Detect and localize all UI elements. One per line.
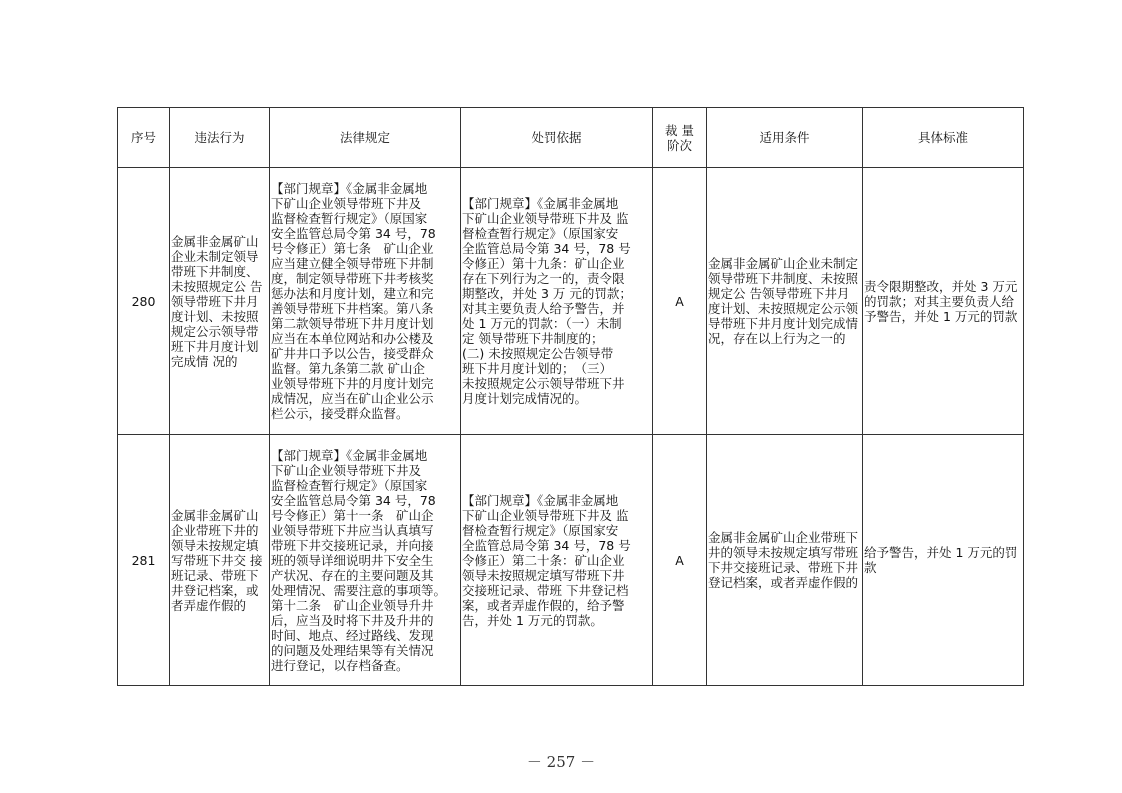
text-line: 定 领导带班下井制度的；	[462, 331, 604, 346]
text-line: 号令修正）第十一条 矿山企	[271, 507, 434, 523]
text-line: 下矿山企业领导带班下井及 监	[462, 211, 629, 226]
text-line: 矿井井口予以公告，接受群众	[271, 346, 434, 361]
text-line: 存在下列行为之一的，责令限	[462, 271, 625, 286]
table-row	[118, 435, 1024, 686]
text-line: (二) 未按照规定公告领导带	[462, 346, 614, 361]
text-line: 处理情况、需要注意的事项等。	[271, 582, 447, 598]
text-line: 第十二条 矿山企业领导升井	[271, 597, 434, 613]
text-line: 应当建立健全领导带班下井制	[271, 256, 434, 271]
header-level-line1: 裁 量	[665, 122, 694, 138]
text-line: 监督检查暂行规定》（原国家	[271, 211, 428, 226]
row-seq: 281	[118, 435, 170, 686]
text-line: 进行登记，以存档备查。	[271, 657, 409, 673]
text-line: 班下井月度计划的； （三）	[462, 361, 613, 376]
text-line: 班的领导详细说明井下安全生	[271, 552, 434, 568]
header-standard: 具体标准	[863, 108, 1024, 168]
header-level	[653, 108, 707, 168]
text-line: 监督。第九条第二款 矿山企	[271, 361, 425, 376]
table-row	[118, 168, 1024, 435]
text-line: 【部门规章】《金属非金属地	[271, 181, 428, 196]
text-line: 【部门规章】《金属非金属地	[462, 492, 619, 508]
text-line: 处 1 万元的罚款：（一）未制	[462, 316, 622, 331]
row-level: A	[653, 168, 707, 435]
text-line: 第二款领导带班下井月度计划	[271, 316, 434, 331]
text-line: 的问题及处理结果等有关情况	[271, 642, 434, 658]
text-line: 下矿山企业领导带班下井及 监	[462, 507, 629, 523]
row-basis	[461, 435, 653, 686]
page-number: － 257 －	[526, 753, 596, 771]
row-level: A	[653, 435, 707, 686]
row-basis	[461, 168, 653, 435]
text-line: 下矿山企业领导带班下井及	[271, 196, 422, 211]
row-condition: 金属非金属矿山企业未制定领导带班下井制度、未按照规定公 告领导带班下井月度计划、未按照规定公示领导带班下井月度计划完成情况，存在以上行为之一的	[707, 168, 863, 435]
text-line: 【部门规章】《金属非金属地	[462, 196, 619, 211]
header-seq: 序号	[118, 108, 170, 168]
header-law: 法律规定	[270, 108, 461, 168]
text-line: 监督检查暂行规定》（原国家	[271, 477, 428, 493]
text-line: 时间、地点、经过路线、发现	[271, 627, 434, 643]
text-line: 案，或者弄虚作假的，给予警	[462, 597, 625, 613]
regulation-table	[117, 107, 1024, 686]
text-line: 业领导带班下井的月度计划完	[271, 376, 434, 391]
text-line: 下矿山企业领导带班下井及	[271, 462, 422, 478]
text-line: 领导未按照规定填写带班下井	[462, 567, 625, 583]
text-line: 未按照规定公示领导带班下井	[462, 376, 625, 391]
text-line: 全监管总局令第 34 号，78 号	[462, 241, 631, 256]
header-behavior: 违法行为	[170, 108, 270, 168]
row-condition: 金属非金属矿山企业带班下井的领导未按规定填写带班下井交接班记录、带班下井登记档案，或者弄虚作假的	[707, 435, 863, 686]
text-line: 产状况、存在的主要问题及其	[271, 567, 434, 583]
text-line: 令修正）第十九条：矿山企业	[462, 256, 625, 271]
text-line: 对其主要负责人给予警告，并	[462, 301, 625, 316]
text-line: 栏公示，接受群众监督。	[271, 406, 409, 421]
row-standard: 责令限期整改，并处 3 万元的罚款；对其主要负责人给予警告，并处 1 万元的罚款	[863, 168, 1024, 435]
text-line: 惩办法和月度计划，建立和完	[271, 286, 434, 301]
header-condition: 适用条件	[707, 108, 863, 168]
text-line: 【部门规章】《金属非金属地	[271, 447, 428, 463]
text-line: 应当在本单位网站和办公楼及	[271, 331, 434, 346]
row-law	[270, 168, 461, 435]
row-law	[270, 435, 461, 686]
text-line: 成情况，应当在矿山企业公示	[271, 391, 434, 406]
text-line: 带班下井交接班记录，并向接	[271, 537, 434, 553]
header-basis: 处罚依据	[461, 108, 653, 168]
text-line: 号令修正）第七条 矿山企业	[271, 241, 434, 256]
text-line: 督检查暂行规定》（原国家安	[462, 522, 619, 538]
row-behavior: 金属非金属矿山企业未制定领导带班下井制度、未按照规定公 告领导带班下井月度计划、未按照规定公示领导带班下井月度计划完成情 况的	[170, 168, 270, 435]
text-line: 善领导带班下井档案。第八条	[271, 301, 434, 316]
text-line: 令修正）第二十条：矿山企业	[462, 552, 625, 568]
text-line: 告，并处 1 万元的罚款。	[462, 612, 603, 628]
text-line: 全监管总局令第 34 号，78 号	[462, 537, 631, 553]
header-level-line2: 阶次	[666, 137, 692, 153]
text-line: 后，应当及时将下井及升井的	[271, 612, 434, 628]
text-line: 督检查暂行规定》（原国家安	[462, 226, 619, 241]
text-line: 安全监管总局令第 34 号，78	[271, 226, 436, 241]
text-line: 交接班记录、带班 下井登记档	[462, 582, 629, 598]
row-standard: 给予警告，并处 1 万元的罚款	[863, 435, 1024, 686]
header-row	[118, 108, 1024, 168]
text-line: 业领导带班下井应当认真填写	[271, 522, 434, 538]
text-line: 度，制定领导带班下井考核奖	[271, 271, 434, 286]
row-behavior: 金属非金属矿山企业带班下井的领导未按规定填写带班下井交 接班记录、带班下井登记档案，或者弄虚作假的	[170, 435, 270, 686]
row-seq: 280	[118, 168, 170, 435]
text-line: 期整改，并处 3 万 元的罚款；	[462, 286, 632, 301]
text-line: 月度计划完成情况的。	[462, 391, 588, 406]
text-line: 安全监管总局令第 34 号，78	[271, 492, 436, 508]
